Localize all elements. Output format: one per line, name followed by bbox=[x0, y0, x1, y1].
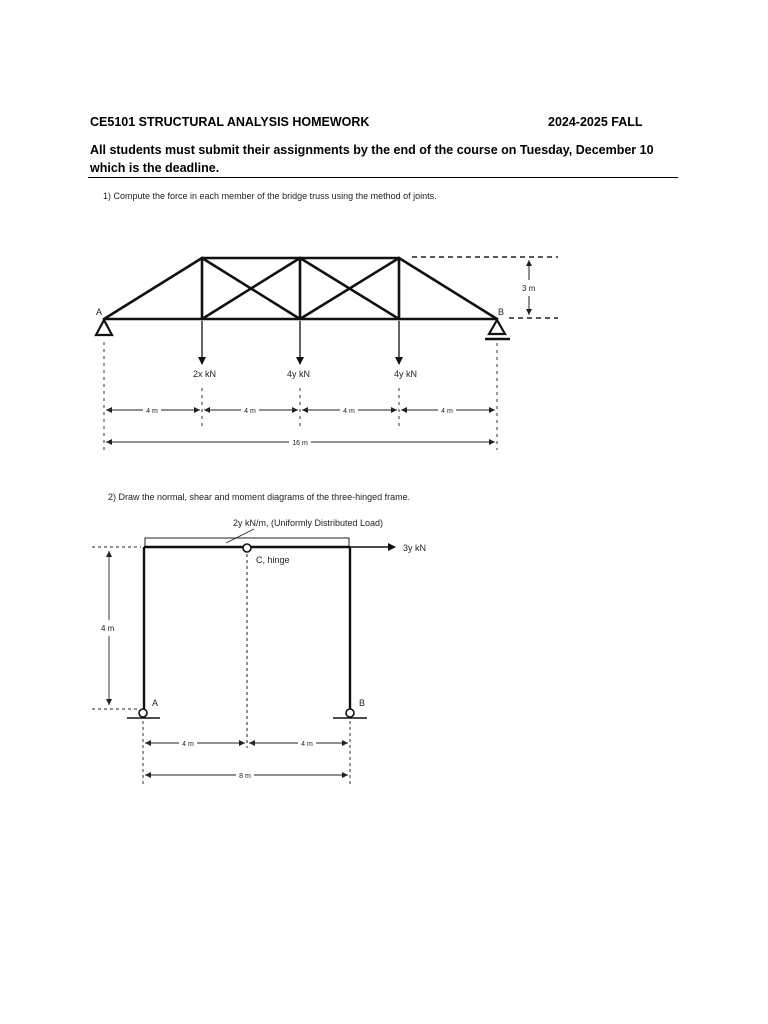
truss-span-2-label: 4 m bbox=[244, 408, 256, 415]
truss-support-b-label: B bbox=[498, 307, 505, 317]
truss-span-3-label: 4 m bbox=[343, 408, 355, 415]
truss-loads bbox=[202, 321, 399, 364]
frame-height-dimension bbox=[92, 547, 141, 709]
frame-total-span-label: 8 m bbox=[239, 773, 251, 780]
truss-load-1-label: 2x kN bbox=[193, 369, 217, 379]
truss-height-dimension bbox=[412, 257, 558, 318]
pin-support-a-frame bbox=[139, 709, 147, 717]
roller-support-b bbox=[485, 320, 510, 339]
truss-height-label: 3 m bbox=[522, 284, 536, 293]
truss-load-2-label: 4y kN bbox=[287, 369, 311, 379]
problem-2-prompt: 2) Draw the normal, shear and moment diagrams of the three-hinged frame. bbox=[108, 492, 411, 502]
truss-span-1-label: 4 m bbox=[146, 408, 158, 415]
frame-span-2-label: 4 m bbox=[301, 741, 313, 748]
course-title: CE5101 STRUCTURAL ANALYSIS HOMEWORK bbox=[90, 115, 370, 129]
truss-support-a-label: A bbox=[96, 307, 103, 317]
pin-support-a bbox=[96, 320, 112, 335]
truss-span-4-label: 4 m bbox=[441, 408, 453, 415]
frame-height-label: 4 m bbox=[101, 624, 115, 633]
pin-support-b-frame bbox=[346, 709, 354, 717]
deadline-notice: All students must submit their assignments by the end of the course on Tuesday, December 10 which is the deadline. bbox=[90, 143, 654, 175]
term-label: 2024-2025 FALL bbox=[548, 115, 643, 129]
truss-load-3-label: 4y kN bbox=[394, 369, 418, 379]
truss-total-span-label: 16 m bbox=[292, 440, 308, 447]
frame-support-b-label: B bbox=[359, 698, 366, 708]
point-load-label: 3y kN bbox=[403, 543, 427, 553]
truss-left-end-diagonal bbox=[104, 258, 202, 319]
frame-span-1-label: 4 m bbox=[182, 741, 194, 748]
bridge-truss bbox=[104, 258, 497, 319]
hinge-c bbox=[243, 544, 251, 552]
frame-support-a-label: A bbox=[152, 698, 159, 708]
hinge-c-label: C, hinge bbox=[256, 555, 290, 565]
truss-right-end-diagonal bbox=[399, 258, 497, 319]
udl-label: 2y kN/m, (Uniformly Distributed Load) bbox=[233, 518, 384, 528]
problem-1-prompt: 1) Compute the force in each member of the bridge truss using the method of joints. bbox=[103, 191, 437, 201]
